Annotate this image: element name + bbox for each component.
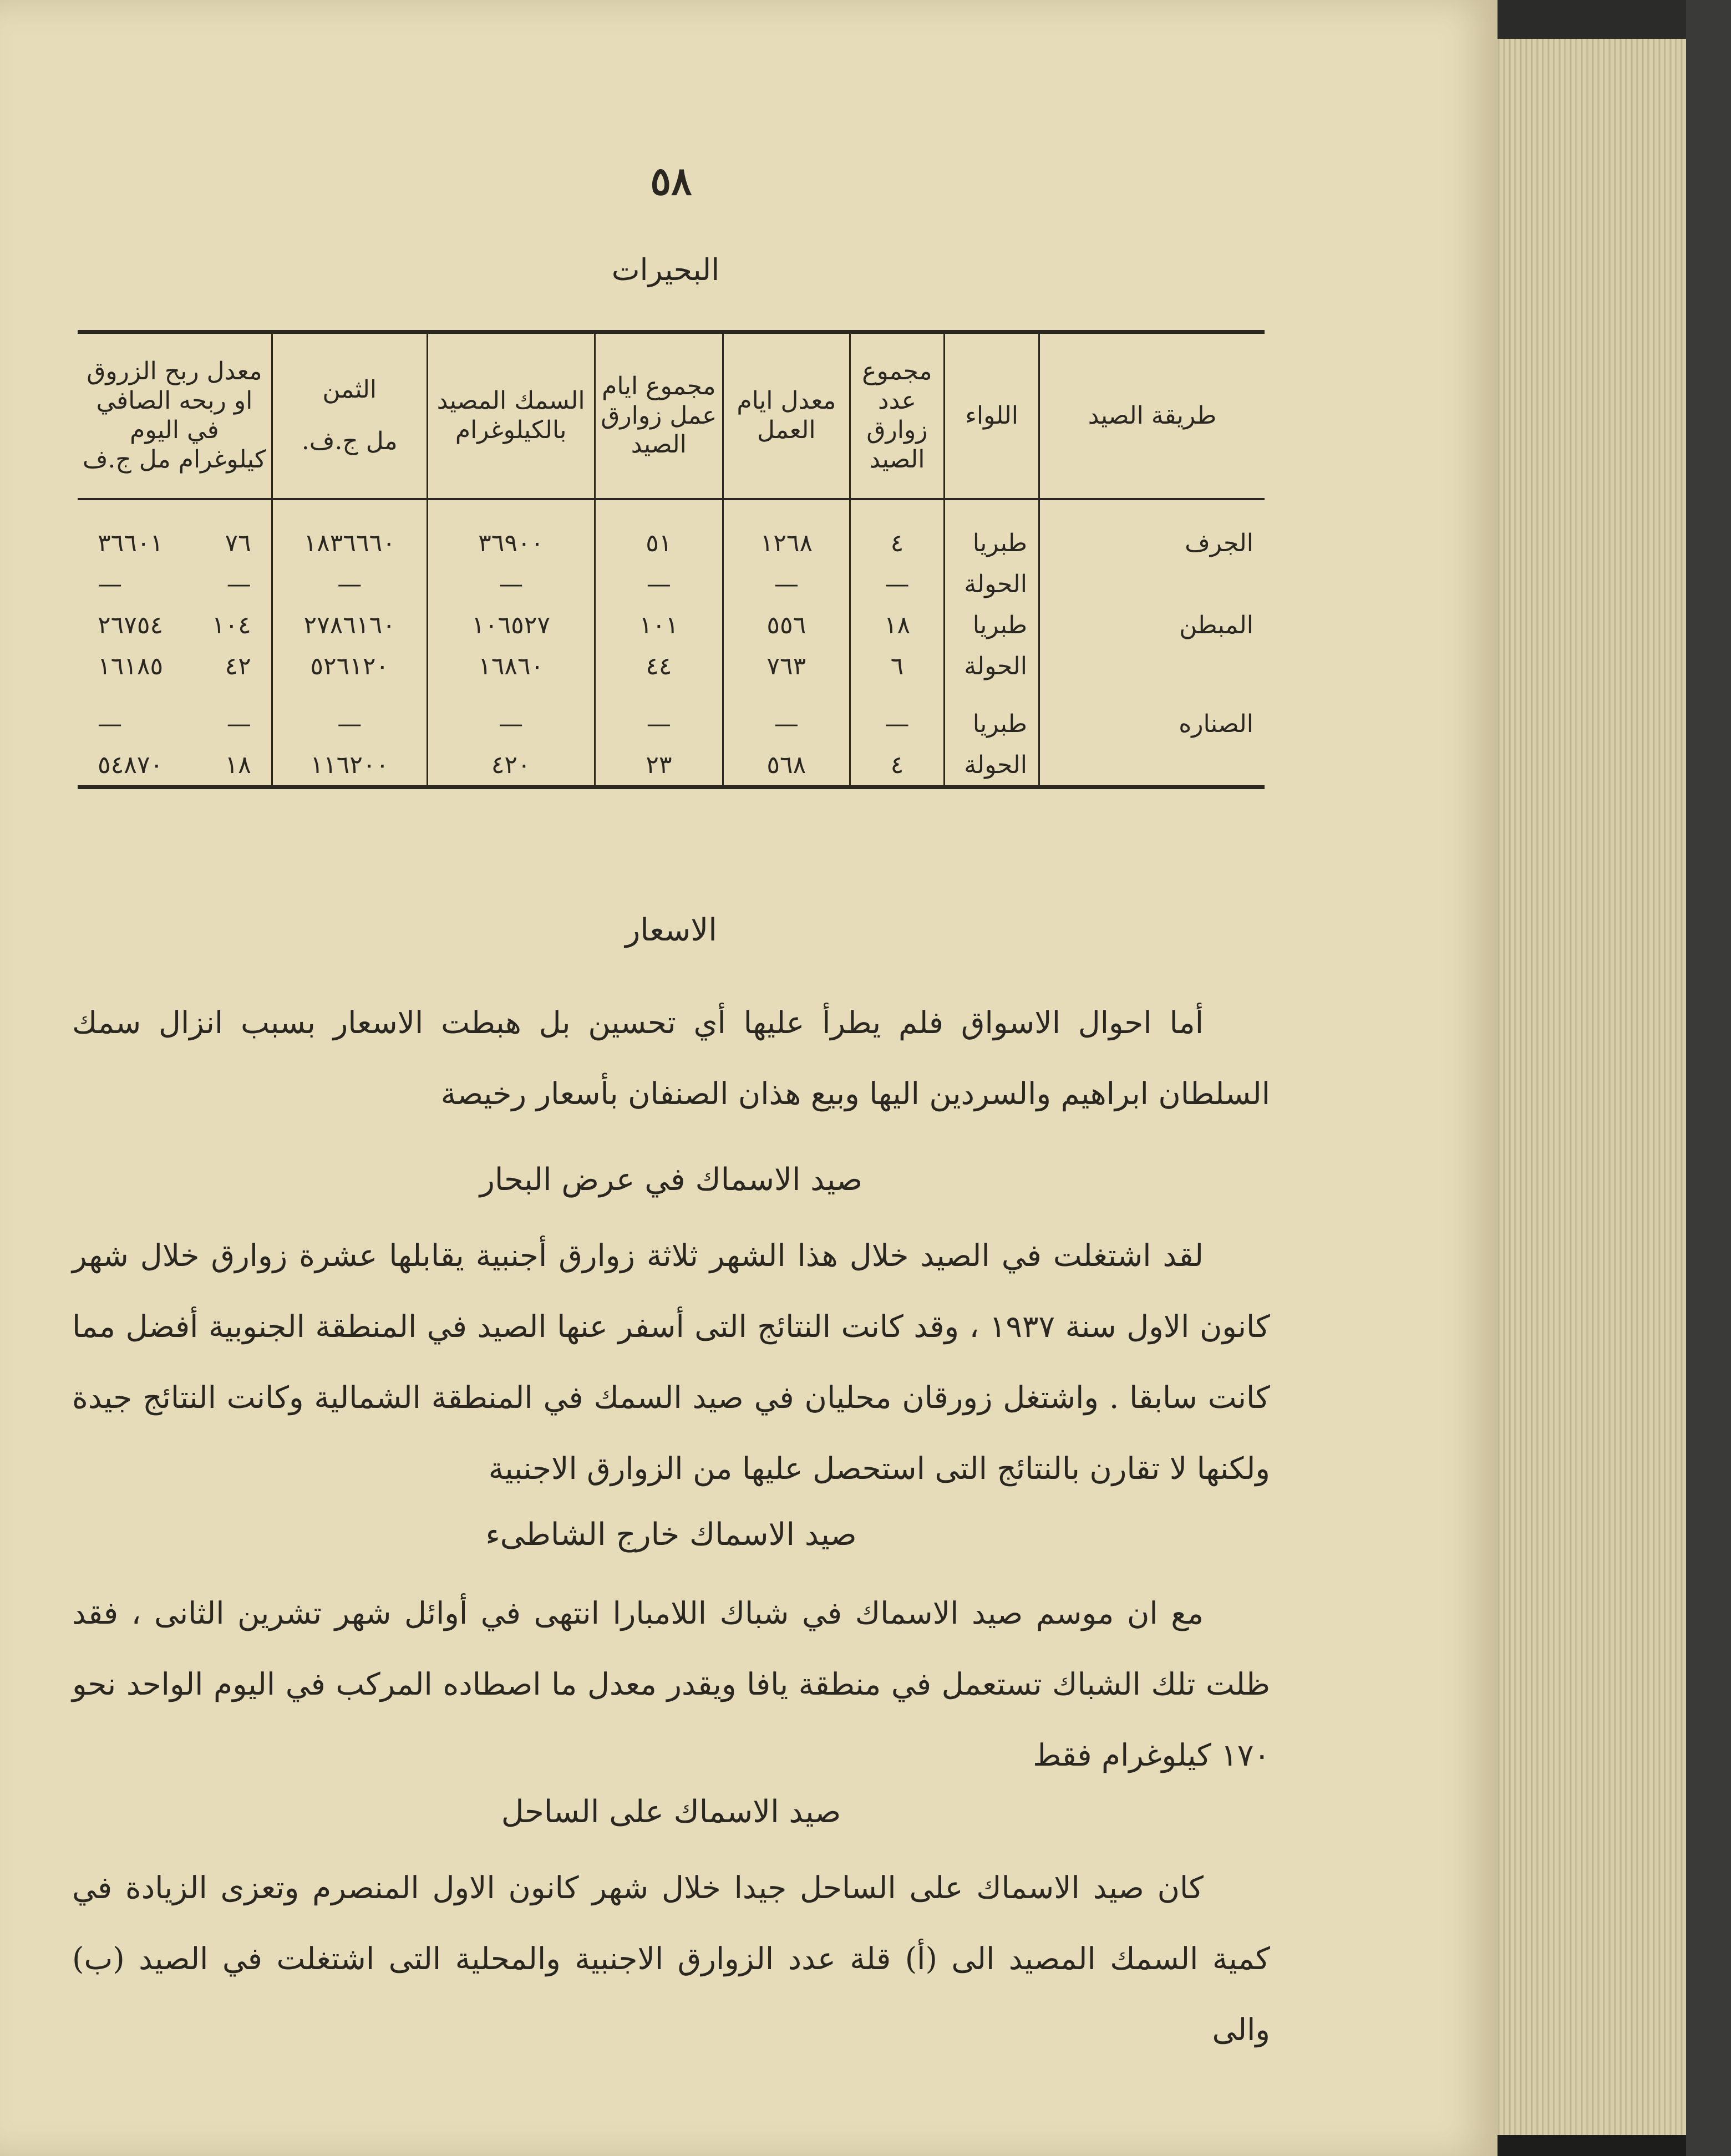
cell-method [1039,744,1265,787]
cell-price: — [272,703,427,744]
section-text-prices [72,987,1270,1129]
cell-boats: — [850,703,945,744]
cell-weight: ١٠٦٥٢٧ [427,604,595,645]
cell-boats: ٤ [850,499,945,563]
cell-profit-kg: — [226,569,251,598]
cell-price: ٢٧٨٦١٦٠ [272,604,427,645]
table-body [78,499,1265,787]
table-row [78,744,1265,787]
cell-region: الحولة [945,645,1039,687]
cell-method [1039,645,1265,687]
cell-boats: ٤ [850,744,945,787]
cell-weight: — [427,563,595,604]
section-heading-offshore: صيد الاسماك في عرض البحار [479,1162,863,1198]
header-price-title: الثمن [322,375,377,404]
cell-total-days: ١٠١ [595,604,723,645]
binding-shadow [1498,0,1686,39]
table-row [78,645,1265,687]
cell-total-days: — [595,703,723,744]
section-heading-prices: الاسعار [625,912,717,948]
cell-profit-mil: ٣٦٦٠١ [98,528,164,557]
cell-total-days: ٥١ [595,499,723,563]
cell-profit [78,604,272,645]
section-text-offshore [72,1220,1270,1504]
section-text-coast [72,1852,1270,2065]
cell-total-days: ٢٣ [595,744,723,787]
cell-profit-kg: ٤٢ [225,652,251,680]
spacer-cell [427,687,595,703]
fishing-table [78,330,1265,789]
table-caption: البحيرات [611,252,720,287]
header-price [272,332,427,500]
cell-total-days: — [595,563,723,604]
cell-method: المبطن [1039,604,1265,645]
table-spacer-row [78,687,1265,703]
header-profit [78,332,272,500]
header-profit-unit: كيلوغرام مل ج.ف [82,445,266,474]
cell-profit [78,499,272,563]
cell-profit-kg: ١٠٤ [211,611,251,639]
cell-region: الحولة [945,744,1039,787]
cell-profit [78,703,272,744]
cell-avg-days: ٥٦٨ [723,744,850,787]
section-text-offshore-body: لقد اشتغلت في الصيد خلال هذا الشهر ثلاثة زوارق أجنبية يقابلها عشرة زوارق خلال شهر كانون الاول سنة ١٩٣٧ ، وقد كانت النتائج التى أسفر عنها الصيد في المنطقة الجنوبية أفضل مما كانت سابقا . واشتغل زورقان محليان في صيد السمك في المنطقة الشمالية وكانت النتائج جيدة ولكنها لا تقارن بالنتائج التى استحصل عليها من الزوارق الاجنبية [72,1238,1270,1486]
cell-weight: — [427,703,595,744]
cell-price: — [272,563,427,604]
cell-price: ١١٦٢٠٠ [272,744,427,787]
page-number: ٥٨ [650,158,692,204]
cell-profit-mil: ٥٤٨٧٠ [98,750,164,779]
cell-profit-kg: — [226,709,251,738]
spacer-cell [272,687,427,703]
cell-profit [78,645,272,687]
section-text-outside-shore-body: مع ان موسم صيد الاسماك في شباك اللامبارا انتهى في أوائل شهر تشرين الثانى ، فقد ظلت تلك الشباك تستعمل في منطقة يافا ويقدر معدل ما اصطاده المركب في اليوم الواحد نحو ١٧٠ كيلوغرام فقط [72,1595,1270,1773]
spacer-cell [945,687,1039,703]
cell-method [1039,563,1265,604]
table-header-row [78,332,1265,500]
table-row [78,499,1265,563]
cell-region: طبريا [945,604,1039,645]
cell-region: طبريا [945,703,1039,744]
header-region: اللواء [945,332,1039,500]
cell-avg-days: — [723,703,850,744]
cell-avg-days: ٥٥٦ [723,604,850,645]
page-edges [1475,39,1699,2135]
cell-profit-mil: — [98,709,122,738]
header-boats: مجموع عدد زوارق الصيد [850,332,945,500]
spacer-cell [78,687,272,703]
cell-avg-days: ٧٦٣ [723,645,850,687]
cell-avg-days: — [723,563,850,604]
cell-method: الجرف [1039,499,1265,563]
spacer-cell [723,687,850,703]
cell-boats: ٦ [850,645,945,687]
section-heading-coast: صيد الاسماك على الساحل [501,1794,841,1830]
cell-profit-kg: ٧٦ [225,528,251,557]
section-text-outside-shore [72,1578,1270,1791]
spacer-cell [1039,687,1265,703]
cell-profit [78,744,272,787]
table-row [78,563,1265,604]
cell-weight: ٣٦٩٠٠ [427,499,595,563]
cell-price: ١٨٣٦٦٦٠ [272,499,427,563]
header-total-days: مجموع ايام عمل زوارق الصيد [595,332,723,500]
header-method: طريقة الصيد [1039,332,1265,500]
cell-region: طبريا [945,499,1039,563]
section-text-prices-body: أما احوال الاسواق فلم يطرأ عليها أي تحسين بل هبطت الاسعار بسبب انزال سمك السلطان ابراهيم والسردين اليها وبيع هذان الصنفان بأسعار رخيصة [72,1005,1270,1111]
cell-profit-mil: ١٦١٨٥ [98,652,164,680]
cell-boats: — [850,563,945,604]
cell-region: الحولة [945,563,1039,604]
table-row [78,604,1265,645]
cell-price: ٥٢٦١٢٠ [272,645,427,687]
cell-profit-mil: — [98,569,122,598]
cell-boats: ١٨ [850,604,945,645]
spacer-cell [595,687,723,703]
cell-avg-days: ١٢٦٨ [723,499,850,563]
cell-weight: ٤٢٠ [427,744,595,787]
header-avg-days: معدل ايام العمل [723,332,850,500]
cell-weight: ١٦٨٦٠ [427,645,595,687]
spacer-cell [850,687,945,703]
header-price-unit: مل ج.ف. [301,427,398,455]
book-cover [1686,0,1731,2156]
cell-profit-mil: ٢٦٧٥٤ [98,611,164,639]
table-row [78,703,1265,744]
cell-profit [78,563,272,604]
header-profit-title: معدل ربح الزروق او ربحه الصافي في اليوم [87,357,262,444]
cell-total-days: ٤٤ [595,645,723,687]
section-text-coast-body: كان صيد الاسماك على الساحل جيدا خلال شهر كانون الاول المنصرم وتعزى الزيادة في كمية السمك المصيد الى (أ) قلة عدد الزوارق الاجنبية والمحلية التى اشتغلت في الصيد (ب) والى [72,1870,1270,2047]
cell-method: الصناره [1039,703,1265,744]
header-weight: السمك المصيد بالكيلوغرام [427,332,595,500]
cell-profit-kg: ١٨ [225,750,251,779]
section-heading-outside-shore: صيد الاسماك خارج الشاطىء [485,1517,857,1553]
